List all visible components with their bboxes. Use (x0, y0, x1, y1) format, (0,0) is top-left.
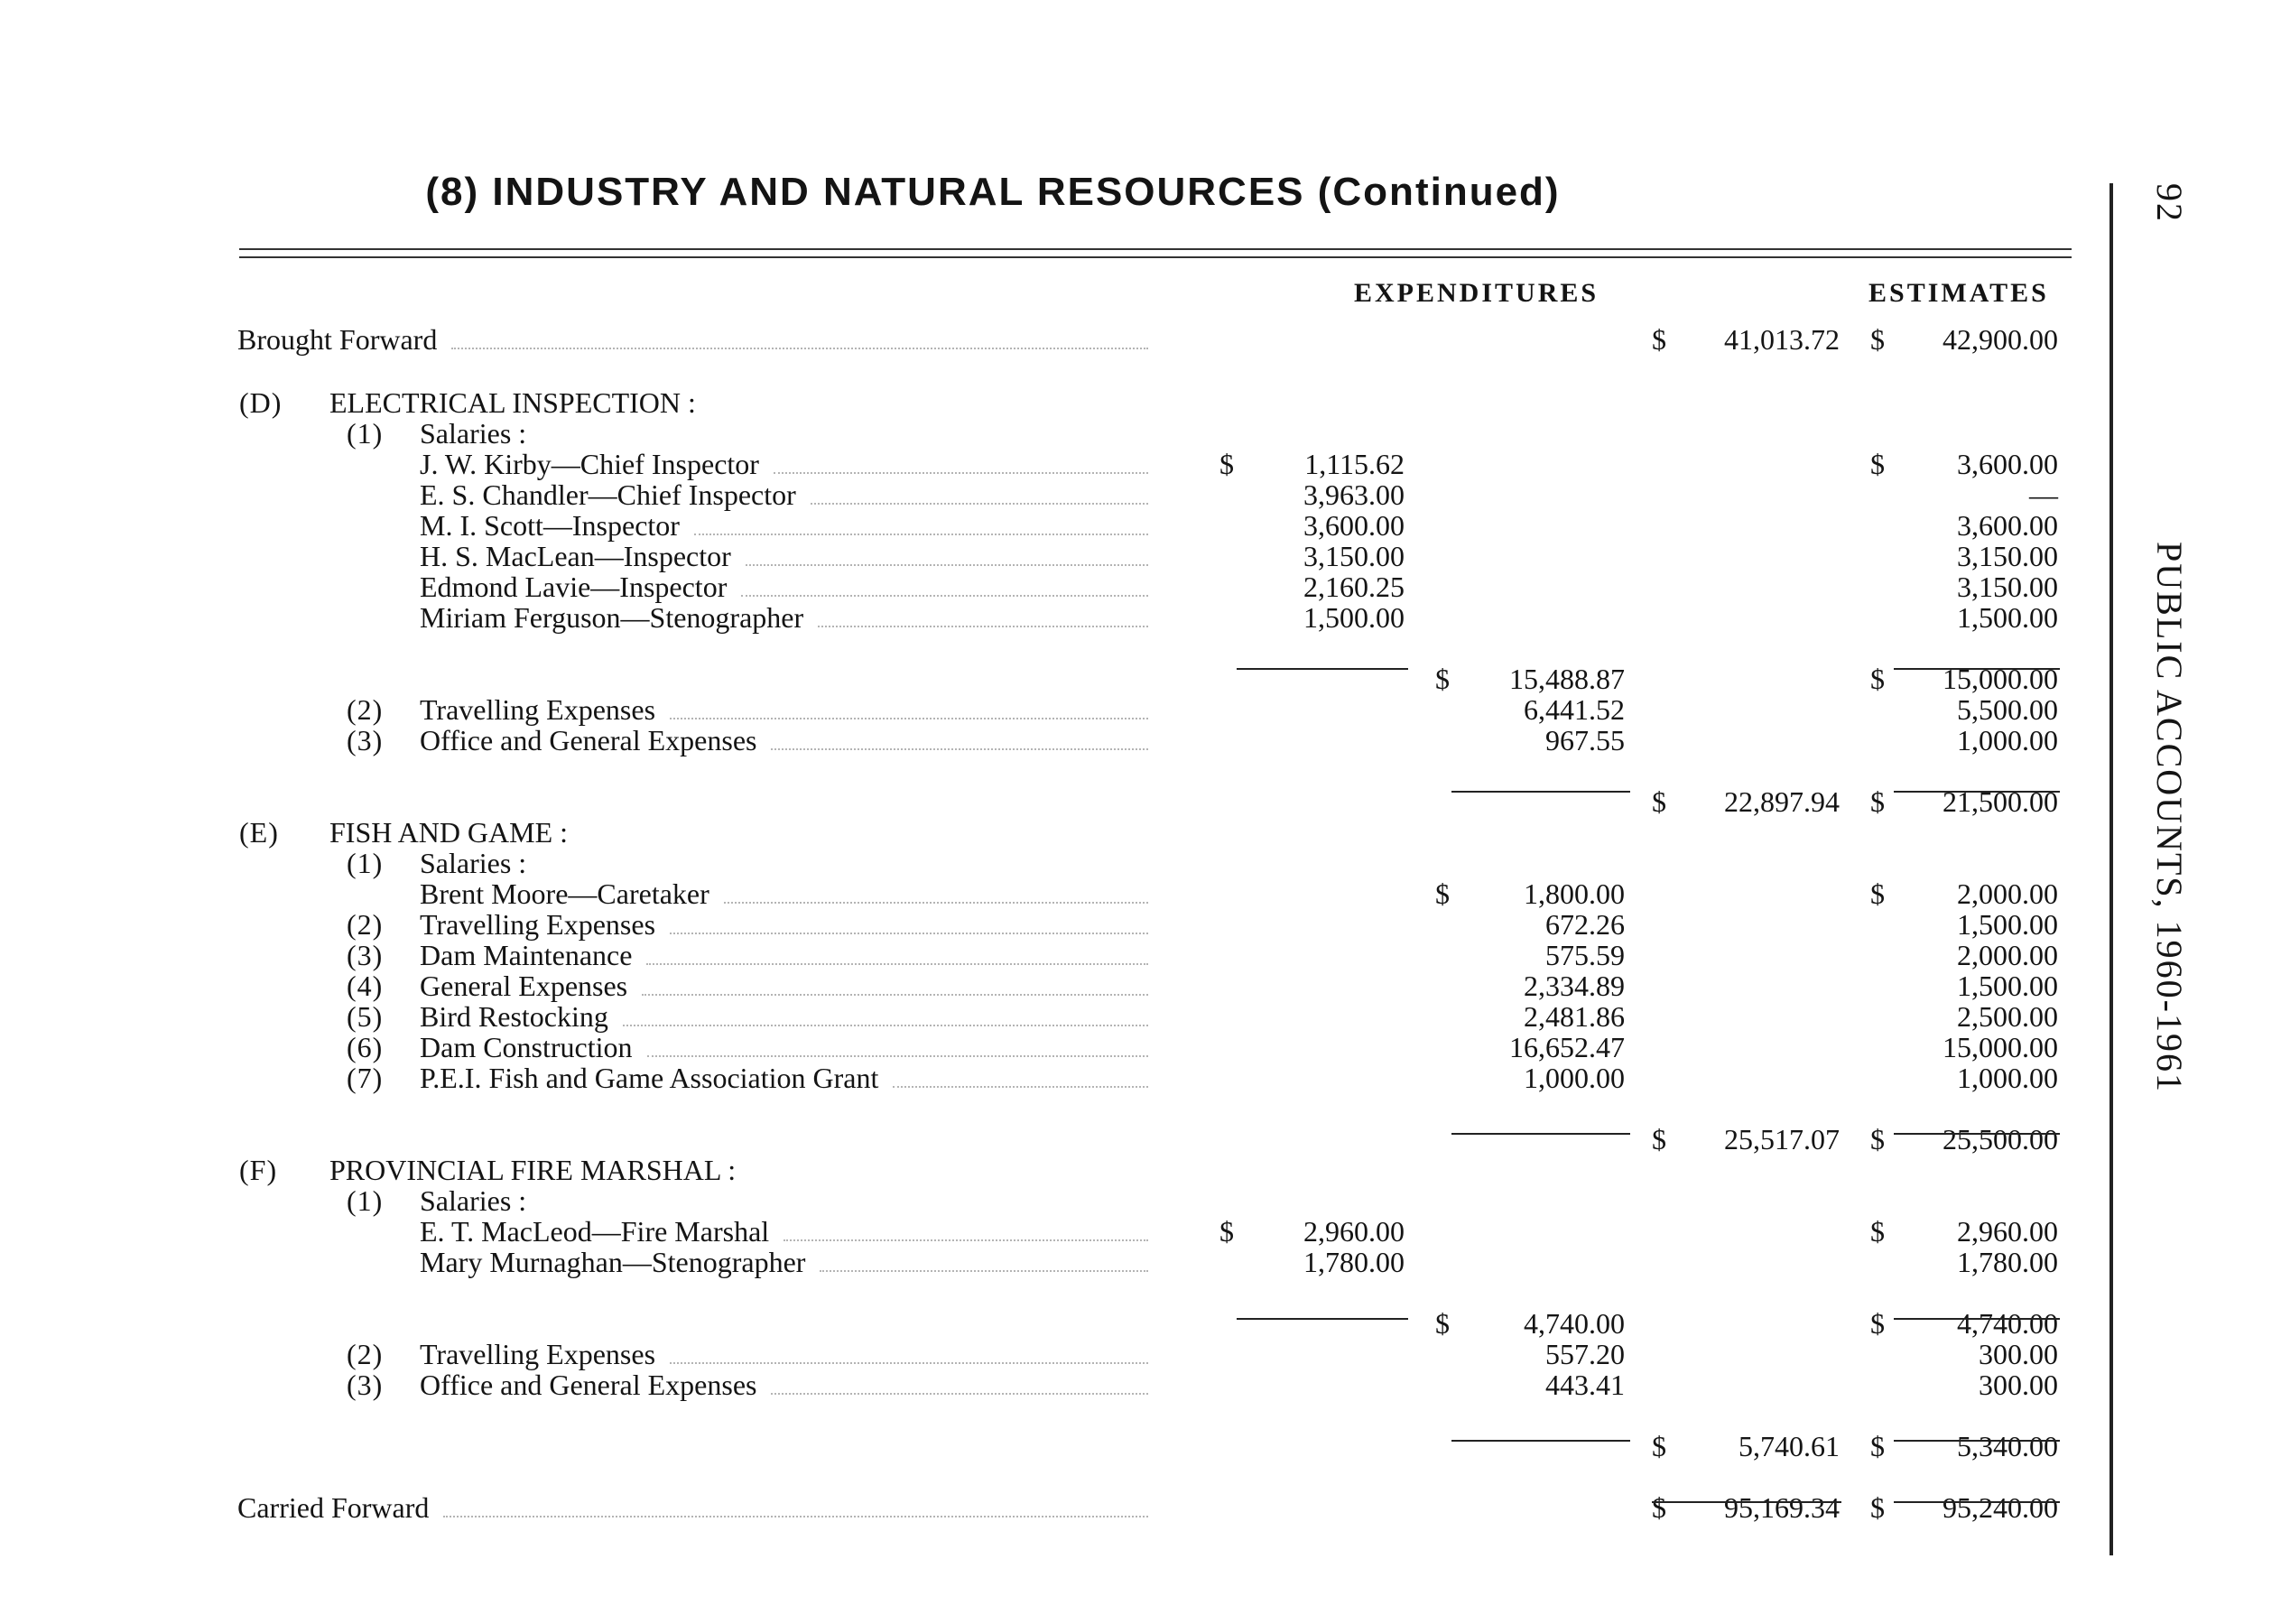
row-label-text: Brought Forward (237, 323, 438, 356)
ledger-row (0, 693, 2103, 726)
dollar-sign: $ (1652, 785, 1666, 818)
ledger-row (0, 970, 2103, 1002)
estimate-amount: 15,000.00 (1943, 1031, 2058, 1063)
expenditure-amount: 3,963.00 (1303, 478, 1405, 511)
ledger-row (0, 724, 2103, 756)
subheading: Salaries : (420, 847, 527, 879)
row-label-text: Office and General Expenses (420, 724, 757, 756)
row-label (420, 908, 1148, 941)
ledger-row (0, 847, 2103, 879)
section-heading: ELECTRICAL INSPECTION : (329, 386, 696, 419)
dot-leader (893, 1064, 1148, 1088)
dollar-sign: $ (1870, 448, 1885, 480)
expenditure-amount: 22,897.94 (1724, 785, 1840, 818)
expenditure-amount: 672.26 (1545, 908, 1625, 941)
dollar-sign: $ (1652, 1491, 1666, 1524)
row-label (420, 724, 1148, 756)
page-title: (8) INDUSTRY AND NATURAL RESOURCES (Continued) (425, 170, 1561, 214)
dollar-sign: $ (1652, 1123, 1666, 1155)
expenditures-header: EXPENDITURES (1354, 278, 1599, 308)
expenditure-amount: 2,334.89 (1524, 970, 1625, 1002)
estimate-amount: 1,000.00 (1957, 1062, 2058, 1094)
item-number: (2) (347, 908, 384, 941)
dot-leader (670, 1341, 1148, 1364)
section-code: (D) (239, 386, 283, 419)
row-label (237, 323, 1148, 356)
expenditure-amount: 6,441.52 (1524, 693, 1625, 726)
item-number: (2) (347, 693, 384, 726)
item-number: (6) (347, 1031, 384, 1063)
row-label (420, 877, 1148, 910)
row-label (420, 1031, 1148, 1063)
row-label-text: M. I. Scott—Inspector (420, 509, 680, 542)
row-label (420, 1062, 1148, 1094)
item-number: (3) (347, 939, 384, 971)
dot-leader (774, 450, 1148, 474)
dot-leader (741, 573, 1148, 597)
section-code: (F) (239, 1154, 278, 1186)
row-label-text: Brent Moore—Caretaker (420, 877, 709, 910)
ledger-row (0, 601, 2103, 634)
expenditure-amount: 1,800.00 (1524, 877, 1625, 910)
estimate-amount: 1,780.00 (1957, 1246, 2058, 1278)
dollar-sign: $ (1219, 1215, 1234, 1248)
dollar-sign: $ (1219, 448, 1234, 480)
estimate-amount: 1,500.00 (1957, 601, 2058, 634)
ledger-row (0, 1246, 2103, 1278)
dot-leader (646, 942, 1148, 965)
item-number: (7) (347, 1062, 384, 1094)
expenditure-amount: 3,150.00 (1303, 540, 1405, 572)
total-rule (1652, 1501, 1841, 1503)
expenditure-amount: 1,000.00 (1524, 1062, 1625, 1094)
row-label-text: Dam Construction (420, 1031, 633, 1063)
expenditure-amount: 557.20 (1545, 1338, 1625, 1370)
expenditure-amount: 967.55 (1545, 724, 1625, 756)
ledger-row (0, 1123, 2103, 1155)
expenditure-amount: 1,500.00 (1303, 601, 1405, 634)
margin-rule (2109, 183, 2113, 1555)
dollar-sign: $ (1870, 1123, 1885, 1155)
estimate-amount: 2,500.00 (1957, 1000, 2058, 1033)
ledger-row (0, 1307, 2103, 1340)
dollar-sign: $ (1652, 323, 1666, 356)
row-label-text: J. W. Kirby—Chief Inspector (420, 448, 759, 480)
estimate-amount: 1,500.00 (1957, 970, 2058, 1002)
item-number: (4) (347, 970, 384, 1002)
item-number: (5) (347, 1000, 384, 1033)
estimate-amount: 300.00 (1979, 1369, 2058, 1401)
ledger-row (0, 877, 2103, 910)
row-label (420, 540, 1148, 572)
total-rule (1894, 791, 2060, 793)
ledger-row (0, 1215, 2103, 1248)
ledger-row (0, 1430, 2103, 1462)
row-label-text: Travelling Expenses (420, 1338, 656, 1370)
row-label (420, 1215, 1148, 1248)
row-label (237, 1491, 1148, 1524)
row-label-text: Office and General Expenses (420, 1369, 757, 1401)
ledger-row (0, 448, 2103, 480)
estimate-amount: 42,900.00 (1943, 323, 2058, 356)
ledger-row (0, 478, 2103, 511)
row-label-text: Edmond Lavie—Inspector (420, 571, 728, 603)
dot-leader (443, 1494, 1148, 1517)
expenditure-amount: 5,740.61 (1739, 1430, 1840, 1462)
dollar-sign: $ (1652, 1430, 1666, 1462)
item-number: (1) (347, 417, 384, 450)
expenditure-amount: 1,115.62 (1304, 448, 1405, 480)
expenditure-amount: 25,517.07 (1724, 1123, 1840, 1155)
subheading: Salaries : (420, 417, 527, 450)
item-number: (2) (347, 1338, 384, 1370)
expenditure-amount: 2,960.00 (1303, 1215, 1405, 1248)
estimate-amount: 21,500.00 (1943, 785, 2058, 818)
dot-leader (694, 512, 1148, 535)
row-label (420, 1000, 1148, 1033)
total-rule (1894, 1318, 2060, 1320)
dollar-sign: $ (1870, 785, 1885, 818)
estimate-amount: 4,740.00 (1957, 1307, 2058, 1340)
row-label-text: E. T. MacLeod—Fire Marshal (420, 1215, 770, 1248)
row-label (420, 571, 1148, 603)
expenditure-amount: 2,160.25 (1303, 571, 1405, 603)
estimate-amount: 2,000.00 (1957, 877, 2058, 910)
total-rule (1451, 1440, 1630, 1442)
ledger-row (0, 663, 2103, 695)
expenditure-amount: 2,481.86 (1524, 1000, 1625, 1033)
ledger-row (0, 785, 2103, 818)
expenditure-amount: 41,013.72 (1724, 323, 1840, 356)
estimate-amount: 300.00 (1979, 1338, 2058, 1370)
dollar-sign: $ (1870, 323, 1885, 356)
estimate-amount: 1,500.00 (1957, 908, 2058, 941)
ledger-row (0, 1000, 2103, 1033)
section-heading: FISH AND GAME : (329, 816, 569, 849)
ledger-row (0, 323, 2103, 356)
total-rule (1451, 791, 1630, 793)
item-number: (3) (347, 724, 384, 756)
estimate-amount: 95,240.00 (1943, 1491, 2058, 1524)
total-rule (1237, 668, 1408, 670)
item-number: (1) (347, 847, 384, 879)
ledger-row (0, 1154, 2103, 1186)
expenditure-amount: 1,780.00 (1303, 1246, 1405, 1278)
dot-leader (670, 911, 1148, 934)
estimates-header: ESTIMATES (1868, 278, 2049, 308)
row-label-text: Travelling Expenses (420, 908, 656, 941)
expenditure-amount: 95,169.34 (1724, 1491, 1840, 1524)
dollar-sign: $ (1435, 877, 1450, 910)
subheading: Salaries : (420, 1184, 527, 1217)
dot-leader (811, 481, 1148, 505)
row-label (420, 1338, 1148, 1370)
total-rule (1894, 1133, 2060, 1135)
estimate-amount: 25,500.00 (1943, 1123, 2058, 1155)
estimate-amount: 3,150.00 (1957, 540, 2058, 572)
expenditure-amount: 16,652.47 (1509, 1031, 1625, 1063)
row-label-text: Bird Restocking (420, 1000, 608, 1033)
ledger-row (0, 1491, 2103, 1524)
dot-leader (784, 1218, 1148, 1241)
ledger-row (0, 509, 2103, 542)
row-label (420, 448, 1148, 480)
running-head: PUBLIC ACCOUNTS, 1960-1961 (2149, 542, 2190, 1093)
dot-leader (746, 543, 1148, 566)
row-label (420, 970, 1148, 1002)
dollar-sign: $ (1870, 1307, 1885, 1340)
row-label-text: Dam Maintenance (420, 939, 633, 971)
dot-leader (647, 1034, 1148, 1057)
item-number: (3) (347, 1369, 384, 1401)
ledger-row (0, 1369, 2103, 1401)
page-number: 92 (2149, 183, 2190, 223)
row-label (420, 478, 1148, 511)
dot-leader (771, 1371, 1148, 1395)
estimate-amount: 3,600.00 (1957, 448, 2058, 480)
ledger-row (0, 1062, 2103, 1094)
section-code: (E) (239, 816, 279, 849)
estimate-amount: 15,000.00 (1943, 663, 2058, 695)
dollar-sign: $ (1435, 663, 1450, 695)
ledger-row (0, 571, 2103, 603)
estimate-amount: 2,960.00 (1957, 1215, 2058, 1248)
ledger-row (0, 1031, 2103, 1063)
estimate-amount: 3,600.00 (1957, 509, 2058, 542)
estimate-amount: 5,340.00 (1957, 1430, 2058, 1462)
ledger-row (0, 908, 2103, 941)
dot-leader (724, 880, 1148, 904)
ledger-row (0, 1184, 2103, 1217)
total-rule (1894, 1501, 2060, 1503)
row-label (420, 1369, 1148, 1401)
row-label-text: Travelling Expenses (420, 693, 656, 726)
dollar-sign: $ (1870, 1215, 1885, 1248)
title-rule-top (239, 248, 2072, 250)
expenditure-amount: 15,488.87 (1509, 663, 1625, 695)
row-label-text: Mary Murnaghan—Stenographer (420, 1246, 806, 1278)
estimate-amount: 5,500.00 (1957, 693, 2058, 726)
ledger-row (0, 939, 2103, 971)
dollar-sign: $ (1870, 663, 1885, 695)
row-label-text: Miriam Ferguson—Stenographer (420, 601, 804, 634)
row-label-text: H. S. MacLean—Inspector (420, 540, 731, 572)
estimate-amount: 1,000.00 (1957, 724, 2058, 756)
dot-leader (818, 604, 1148, 627)
dollar-sign: $ (1870, 1491, 1885, 1524)
total-rule (1894, 668, 2060, 670)
expenditure-amount: 443.41 (1545, 1369, 1625, 1401)
total-rule (1237, 1318, 1408, 1320)
row-label (420, 939, 1148, 971)
ledger-row (0, 816, 2103, 849)
row-label-text: General Expenses (420, 970, 628, 1002)
title-rule-bottom (239, 256, 2072, 258)
dot-leader (670, 696, 1148, 719)
dollar-sign: $ (1870, 877, 1885, 910)
row-label-text: Carried Forward (237, 1491, 430, 1524)
expenditure-amount: 575.59 (1545, 939, 1625, 971)
row-label-text: E. S. Chandler—Chief Inspector (420, 478, 796, 511)
expenditure-amount: 4,740.00 (1524, 1307, 1625, 1340)
dollar-sign: $ (1870, 1430, 1885, 1462)
estimate-amount: 3,150.00 (1957, 571, 2058, 603)
row-label (420, 1246, 1148, 1278)
row-label (420, 509, 1148, 542)
dot-leader (771, 727, 1148, 750)
estimate-amount: 2,000.00 (1957, 939, 2058, 971)
row-label (420, 693, 1148, 726)
dollar-sign: $ (1435, 1307, 1450, 1340)
section-heading: PROVINCIAL FIRE MARSHAL : (329, 1154, 737, 1186)
ledger-row (0, 540, 2103, 572)
dot-leader (623, 1003, 1148, 1026)
row-label-text: P.E.I. Fish and Game Association Grant (420, 1062, 879, 1094)
expenditure-amount: 3,600.00 (1303, 509, 1405, 542)
dot-leader (451, 326, 1148, 349)
ledger-row (0, 1338, 2103, 1370)
row-label (420, 601, 1148, 634)
ledger-row (0, 386, 2103, 419)
total-rule (1451, 1133, 1630, 1135)
dot-leader (820, 1248, 1148, 1272)
item-number: (1) (347, 1184, 384, 1217)
estimate-amount: — (2029, 478, 2058, 511)
ledger-row (0, 417, 2103, 450)
total-rule (1894, 1440, 2060, 1442)
side-heading (2128, 183, 2191, 1555)
dot-leader (642, 972, 1148, 996)
